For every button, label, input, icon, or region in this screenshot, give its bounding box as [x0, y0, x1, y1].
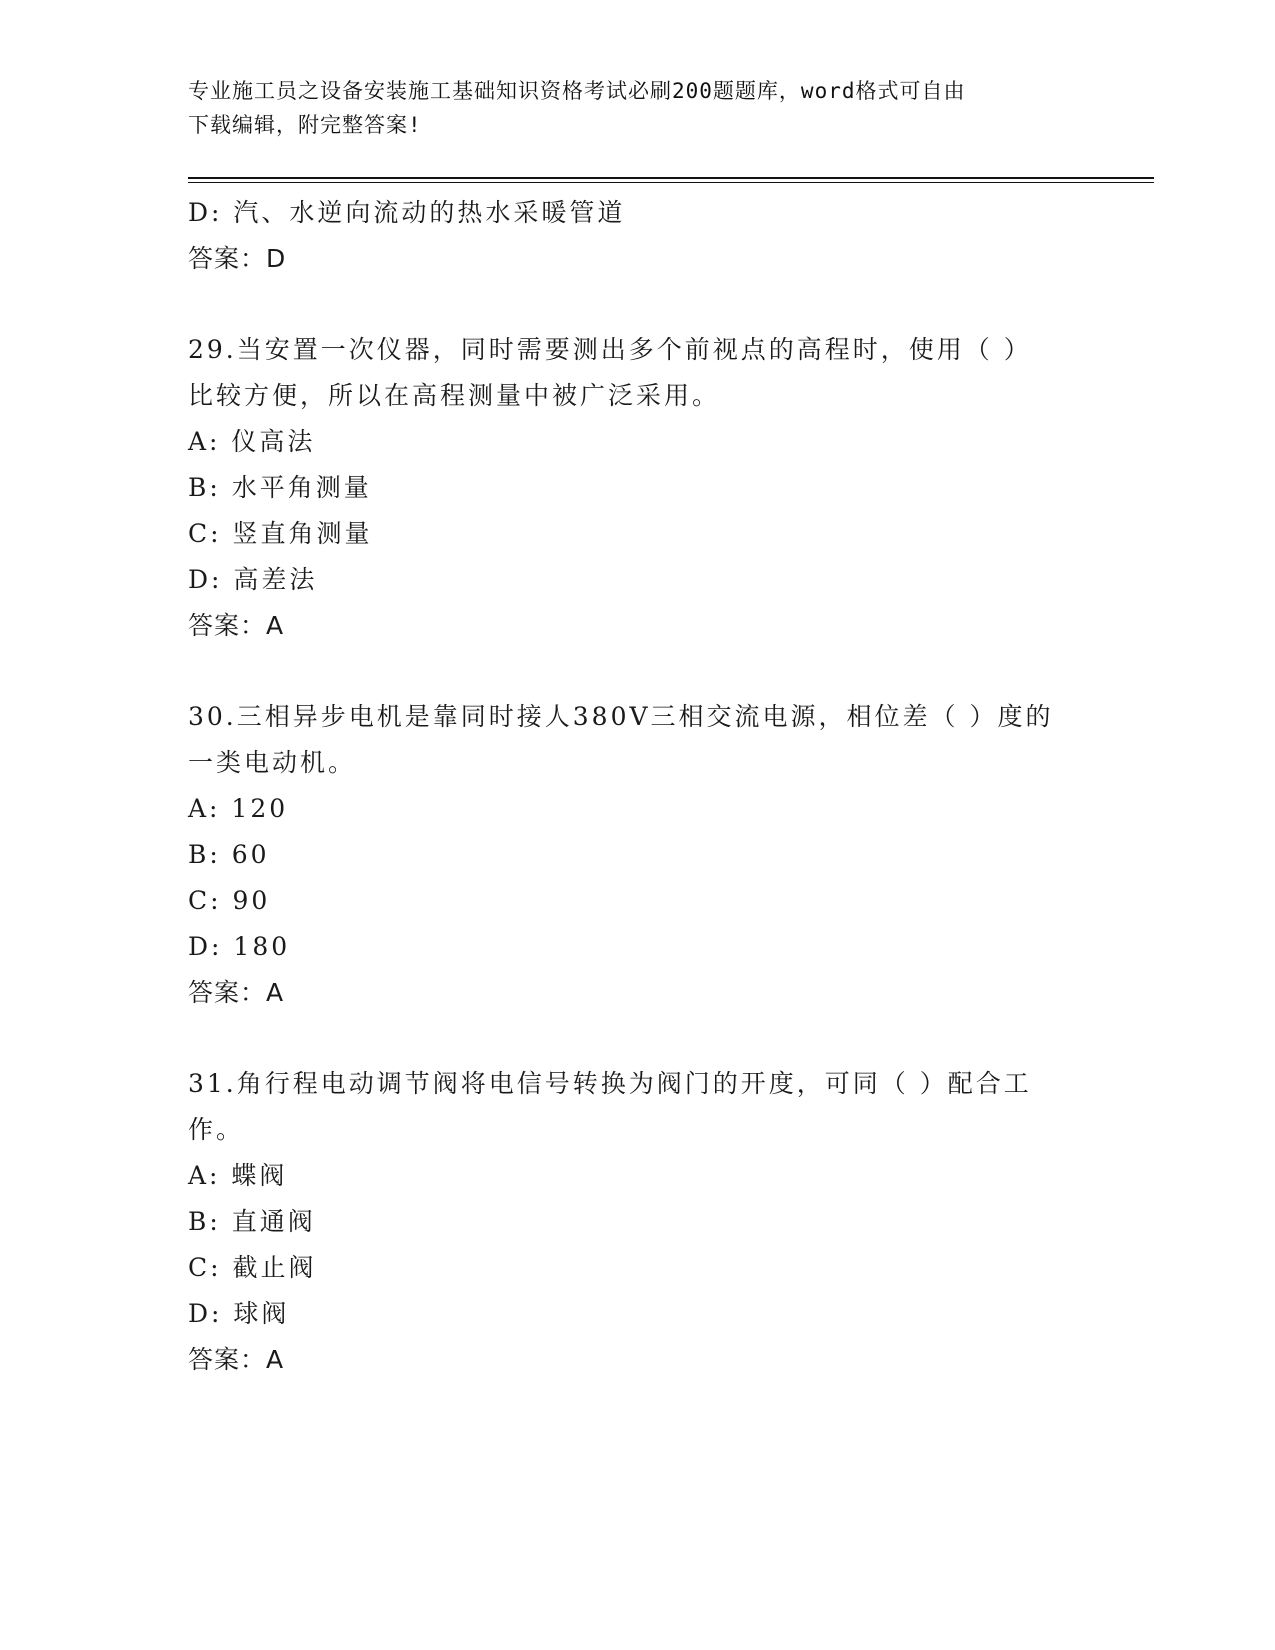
question-30 [188, 694, 1088, 1016]
option-d: D: 球阀 [188, 1299, 290, 1328]
question-stem-line-1: 29.当安置一次仪器，同时需要测出多个前视点的高程时，使用（ ） [188, 335, 1032, 364]
option-a: A: 120 [188, 794, 289, 823]
question-list [188, 190, 1088, 1383]
option-c: C: 90 [188, 886, 271, 915]
question-stem-line-2: 一类电动机。 [188, 748, 357, 777]
option-c: C: 截止阀 [188, 1253, 317, 1282]
answer-line: 答案：A [188, 611, 285, 640]
header-title-line-2: 下载编辑，附完整答案! [188, 113, 422, 137]
answer-line: 答案：A [188, 1345, 285, 1374]
question-31 [188, 1061, 1088, 1383]
answer-line: 答案：A [188, 978, 285, 1007]
header-title-line-1: 专业施工员之设备安装施工基础知识资格考试必刷200题题库，word格式可自由 [188, 79, 966, 103]
previous-question-tail [188, 190, 1088, 282]
option-b: B: 60 [188, 840, 270, 869]
option-d: D: 汽、水逆向流动的热水采暖管道 [188, 198, 626, 227]
option-d: D: 180 [188, 932, 291, 961]
question-stem-line-1: 30.三相异步电机是靠同时接人380V三相交流电源，相位差（ ）度的 [188, 702, 1054, 731]
question-stem-line-2: 作。 [188, 1115, 245, 1144]
option-c: C: 竖直角测量 [188, 519, 373, 548]
option-b: B: 直通阀 [188, 1207, 316, 1236]
option-d: D: 高差法 [188, 565, 318, 594]
option-b: B: 水平角测量 [188, 473, 372, 502]
question-stem-line-1: 31.角行程电动调节阀将电信号转换为阀门的开度，可同（ ）配合工 [188, 1069, 1032, 1098]
document-header [188, 74, 1088, 142]
option-a: A: 蝶阀 [188, 1161, 288, 1190]
option-a: A: 仪高法 [188, 427, 316, 456]
header-divider-thick [188, 177, 1154, 179]
question-29 [188, 327, 1088, 649]
answer-line: 答案：D [188, 244, 287, 273]
header-divider-thin [188, 182, 1154, 183]
question-stem-line-2: 比较方便，所以在高程测量中被广泛采用。 [188, 381, 721, 410]
